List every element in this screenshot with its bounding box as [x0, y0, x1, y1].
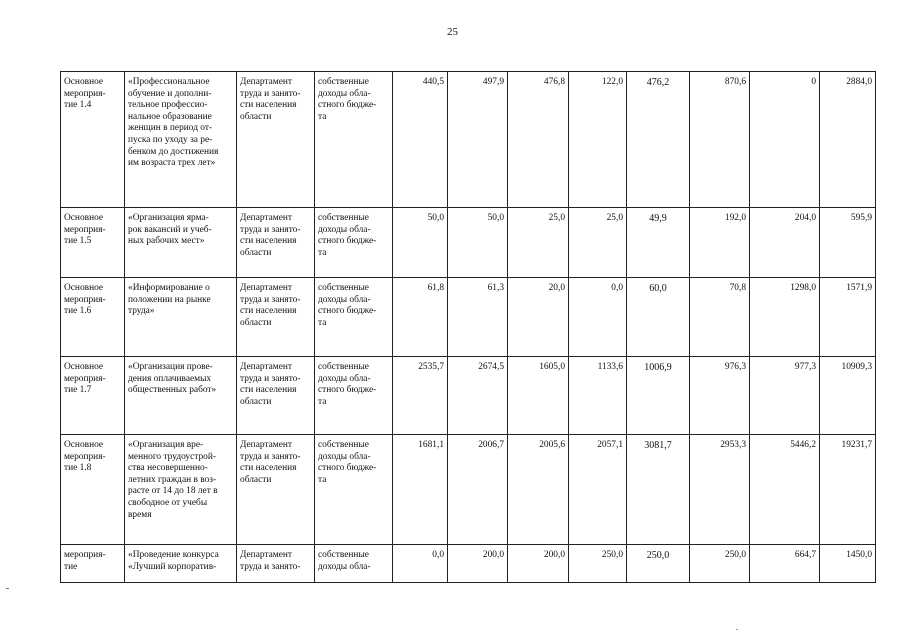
- year-value-cell: 250,0: [690, 545, 750, 583]
- total-value-cell: 2884,0: [820, 72, 876, 208]
- event-cell: [61, 545, 125, 583]
- year-value-cell: 440,5: [393, 72, 448, 208]
- year-value-cell: 200,0: [508, 545, 569, 583]
- event-cell-text: мероприя- тие: [64, 550, 106, 572]
- event-name-cell-text: «Информирование о положении на рынке труда»: [128, 283, 211, 317]
- year-value-cell: 2674,5: [448, 357, 508, 435]
- funding-source-cell-text: собственные доходы обла-: [318, 550, 371, 572]
- year-value-cell: 2057,1: [569, 435, 627, 545]
- event-name-cell-text: «Проведение конкурса «Лучший корпоратив-: [128, 550, 219, 572]
- event-cell-text: Основное мероприя- тие 1.4: [64, 77, 106, 111]
- executor-cell-text: Департамент труда и занято- сти населения области: [240, 362, 301, 407]
- year-value-cell: 476,2: [627, 72, 690, 208]
- executor-cell-text: Департамент труда и занято- сти населения области: [240, 440, 301, 485]
- year-value-cell: 122,0: [569, 72, 627, 208]
- event-name-cell-text: «Организация вре- менного трудоустрой- ства несовершенно- летних граждан в воз- расте от 14 до 18 лет в свободное от учебы время: [128, 440, 218, 520]
- executor-cell: [237, 278, 315, 357]
- year-value-cell: 204,0: [750, 208, 820, 278]
- year-value-cell: 1298,0: [750, 278, 820, 357]
- event-cell-text: Основное мероприя- тие 1.7: [64, 362, 106, 396]
- total-value-cell: 19231,7: [820, 435, 876, 545]
- funding-source-cell: [315, 208, 393, 278]
- event-cell: [61, 357, 125, 435]
- executor-cell-text: Департамент труда и занято-: [240, 550, 301, 572]
- year-value-cell: 2006,7: [448, 435, 508, 545]
- year-value-cell: 50,0: [448, 208, 508, 278]
- year-value-cell: 25,0: [508, 208, 569, 278]
- event-cell: [61, 208, 125, 278]
- total-value-cell: 595,9: [820, 208, 876, 278]
- executor-cell-text: Департамент труда и занято- сти населения области: [240, 283, 301, 328]
- table-row: [61, 278, 876, 357]
- event-cell: [61, 72, 125, 208]
- total-value-cell: 1450,0: [820, 545, 876, 583]
- year-value-cell: 2005,6: [508, 435, 569, 545]
- budget-table: [60, 71, 876, 583]
- year-value-cell: 70,8: [690, 278, 750, 357]
- table-row: [61, 435, 876, 545]
- event-name-cell-text: «Организация ярма- рок вакансий и учеб- ных рабочих мест»: [128, 213, 212, 247]
- year-value-cell: 25,0: [569, 208, 627, 278]
- year-value-cell: 2535,7: [393, 357, 448, 435]
- event-cell-text: Основное мероприя- тие 1.6: [64, 283, 106, 317]
- funding-source-cell-text: собственные доходы обла- стного бюдже- та: [318, 283, 377, 328]
- event-cell-text: Основное мероприя- тие 1.8: [64, 440, 106, 474]
- page-number: 25: [447, 26, 458, 38]
- executor-cell-text: Департамент труда и занято- сти населения области: [240, 213, 301, 258]
- event-name-cell: [125, 278, 237, 357]
- funding-source-cell: [315, 545, 393, 583]
- year-value-cell: 977,3: [750, 357, 820, 435]
- executor-cell: [237, 357, 315, 435]
- event-cell: [61, 278, 125, 357]
- year-value-cell: 664,7: [750, 545, 820, 583]
- year-value-cell: 50,0: [393, 208, 448, 278]
- year-value-cell: 61,8: [393, 278, 448, 357]
- executor-cell-text: Департамент труда и занято- сти населения области: [240, 77, 301, 122]
- event-name-cell: [125, 208, 237, 278]
- year-value-cell: 976,3: [690, 357, 750, 435]
- funding-source-cell-text: собственные доходы обла- стного бюдже- та: [318, 77, 377, 122]
- executor-cell: [237, 545, 315, 583]
- table-row: [61, 72, 876, 208]
- year-value-cell: 49,9: [627, 208, 690, 278]
- event-name-cell-text: «Профессиональное обучение и дополни- тельное профессио- нальное образование женщин в период от- пуска по уходу за ре- бенком до достижения им возраста трех лет»: [128, 77, 219, 169]
- year-value-cell: 2953,3: [690, 435, 750, 545]
- executor-cell: [237, 208, 315, 278]
- year-value-cell: 61,3: [448, 278, 508, 357]
- year-value-cell: 0,0: [569, 278, 627, 357]
- event-name-cell: [125, 357, 237, 435]
- scan-mark: [736, 629, 738, 630]
- event-cell: [61, 435, 125, 545]
- year-value-cell: 870,6: [690, 72, 750, 208]
- funding-source-cell-text: собственные доходы обла- стного бюдже- та: [318, 362, 377, 407]
- year-value-cell: 20,0: [508, 278, 569, 357]
- event-name-cell: [125, 435, 237, 545]
- executor-cell: [237, 435, 315, 545]
- year-value-cell: 250,0: [569, 545, 627, 583]
- table-row: [61, 208, 876, 278]
- total-value-cell: 1571,9: [820, 278, 876, 357]
- year-value-cell: 476,8: [508, 72, 569, 208]
- year-value-cell: 5446,2: [750, 435, 820, 545]
- total-value-cell: 10909,3: [820, 357, 876, 435]
- event-name-cell-text: «Организация прове- дения оплачиваемых общественных работ»: [128, 362, 217, 396]
- funding-source-cell: [315, 72, 393, 208]
- funding-source-cell-text: собственные доходы обла- стного бюдже- та: [318, 213, 377, 258]
- funding-source-cell: [315, 357, 393, 435]
- year-value-cell: 1681,1: [393, 435, 448, 545]
- funding-source-cell: [315, 435, 393, 545]
- year-value-cell: 497,9: [448, 72, 508, 208]
- scan-mark: [6, 588, 9, 589]
- year-value-cell: 1605,0: [508, 357, 569, 435]
- year-value-cell: 250,0: [627, 545, 690, 583]
- event-name-cell: [125, 72, 237, 208]
- year-value-cell: 60,0: [627, 278, 690, 357]
- executor-cell: [237, 72, 315, 208]
- funding-source-cell-text: собственные доходы обла- стного бюдже- та: [318, 440, 377, 485]
- funding-source-cell: [315, 278, 393, 357]
- event-cell-text: Основное мероприя- тие 1.5: [64, 213, 106, 247]
- year-value-cell: 0,0: [393, 545, 448, 583]
- event-name-cell: [125, 545, 237, 583]
- year-value-cell: 1006,9: [627, 357, 690, 435]
- year-value-cell: 0: [750, 72, 820, 208]
- table-row: [61, 357, 876, 435]
- year-value-cell: 1133,6: [569, 357, 627, 435]
- year-value-cell: 200,0: [448, 545, 508, 583]
- table-row: [61, 545, 876, 583]
- year-value-cell: 3081,7: [627, 435, 690, 545]
- year-value-cell: 192,0: [690, 208, 750, 278]
